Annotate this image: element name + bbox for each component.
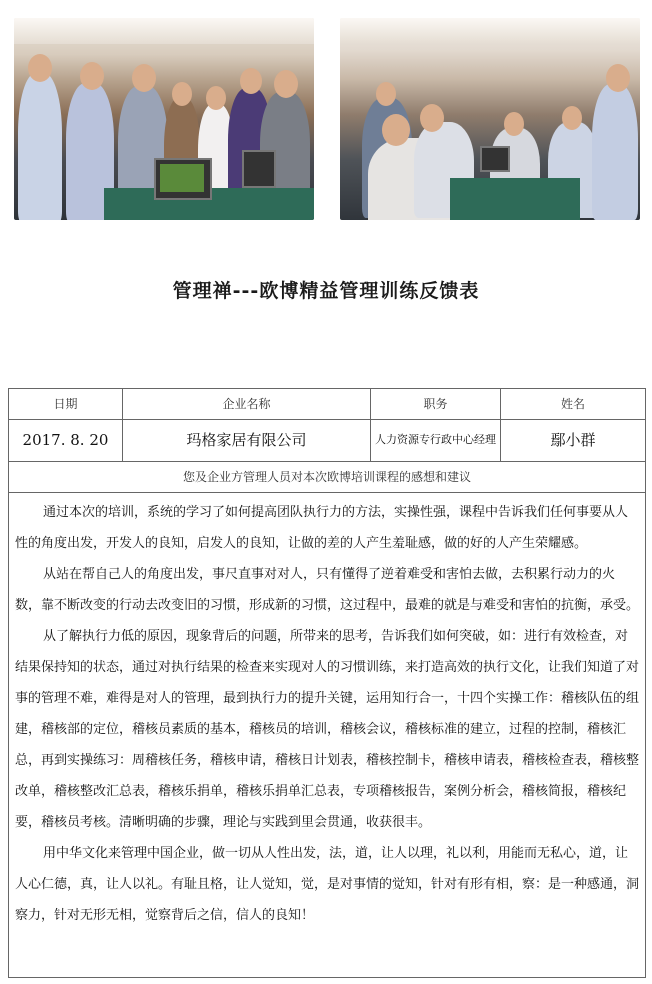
laptop <box>480 146 510 172</box>
feedback-paragraph: 从站在帮自己人的角度出发，事尺直事对对人，只有懂得了逆着难受和害怕去做，去积累行动力的火数，靠不断改变的行动去改变旧的习惯，形成新的习惯，这过程中，最难的就是与难受和害怕的抗衡，承受。 <box>15 567 640 613</box>
person-head <box>274 70 298 98</box>
name-value: 鄢小群 <box>550 431 596 449</box>
person <box>592 84 638 220</box>
person-head <box>504 112 524 136</box>
person-head <box>172 82 192 106</box>
group-photo-left <box>14 18 314 220</box>
person-head <box>420 104 444 132</box>
person-head <box>132 64 156 92</box>
header-date: 日期 <box>9 389 123 419</box>
company-value: 玛格家居有限公司 <box>123 419 371 461</box>
person-head <box>562 106 582 130</box>
person-head <box>28 54 52 82</box>
person-head <box>606 64 630 92</box>
person-head <box>382 114 410 146</box>
feedback-paragraph: 通过本次的培训，系统的学习了如何提高团队执行力的方法，实操性强，课程中告诉我们任何事要从人性的角度出发，开发人的良知，启发人的良知，让做的差的人产生羞耻感，做的好的人产生荣耀感。 <box>15 505 629 551</box>
position-value: 人力资源专行政中心经理 <box>371 419 501 461</box>
header-name: 姓名 <box>560 397 585 411</box>
header-position: 职务 <box>371 389 501 419</box>
group-photo-right <box>340 18 640 220</box>
person-head <box>80 62 104 90</box>
person-head <box>240 68 262 94</box>
person <box>18 73 62 220</box>
conference-table <box>450 178 580 220</box>
ceiling-lights <box>340 18 640 44</box>
person-head <box>206 86 226 110</box>
handwritten-feedback <box>15 497 639 931</box>
row-divider <box>9 492 645 493</box>
feedback-prompt: 您及企业方管理人员对本次欧博培训课程的感想和建议 <box>182 470 471 484</box>
feedback-paragraph: 从了解执行力低的原因，现象背后的问题，所带来的思考，告诉我们如何突破，如：进行有效检查，对结果保持知的状态，通过对执行结果的检查来实现对人的习惯训练，来打造高效的执行文化，让我们知道了对事的管理不难，难得是对人的管理，最到执行力的提升关键，运用知行合一，十四个实操工作：稽核队伍的组建，稽核部的定位，稽核员素质的基本，稽核员的培训，稽核会议，稽核标准的建立，过程的控制，稽核汇总，再到实操练习：周稽核任务，稽核申请，稽核日计划表，稽核控制卡，稽核申请表，稽核检查表，稽核整改单，稽核整改汇总表，稽核乐捐单，稽核乐捐单汇总表，专项稽核报告，案例分析会，稽核简报，稽核纪要，稽核员考核。清晰明确的步骤，理论与实践到里会贯通，收获很丰。 <box>15 629 640 830</box>
feedback-paragraph: 用中华文化来管理中国企业，做一切从人性出发，法，道，让人以理，礼以利，用能而无私心，道，让人心仁德，真，让人以礼。有耻且格，让人觉知，觉，是对事情的觉知，针对有形有相，察：是一种感通，洞察力，针对无形无相，觉察背后之信，信人的良知！ <box>15 846 640 923</box>
feedback-form <box>8 388 646 978</box>
header-company: 企业名称 <box>123 389 371 419</box>
person-head <box>376 82 396 106</box>
laptop-screen <box>160 164 204 192</box>
date-value: 2017. 8. 20 <box>9 419 123 461</box>
ceiling-lights <box>14 18 314 44</box>
laptop <box>242 150 276 188</box>
document-title: 管理禅---欧博精益管理训练反馈表 <box>172 280 480 302</box>
